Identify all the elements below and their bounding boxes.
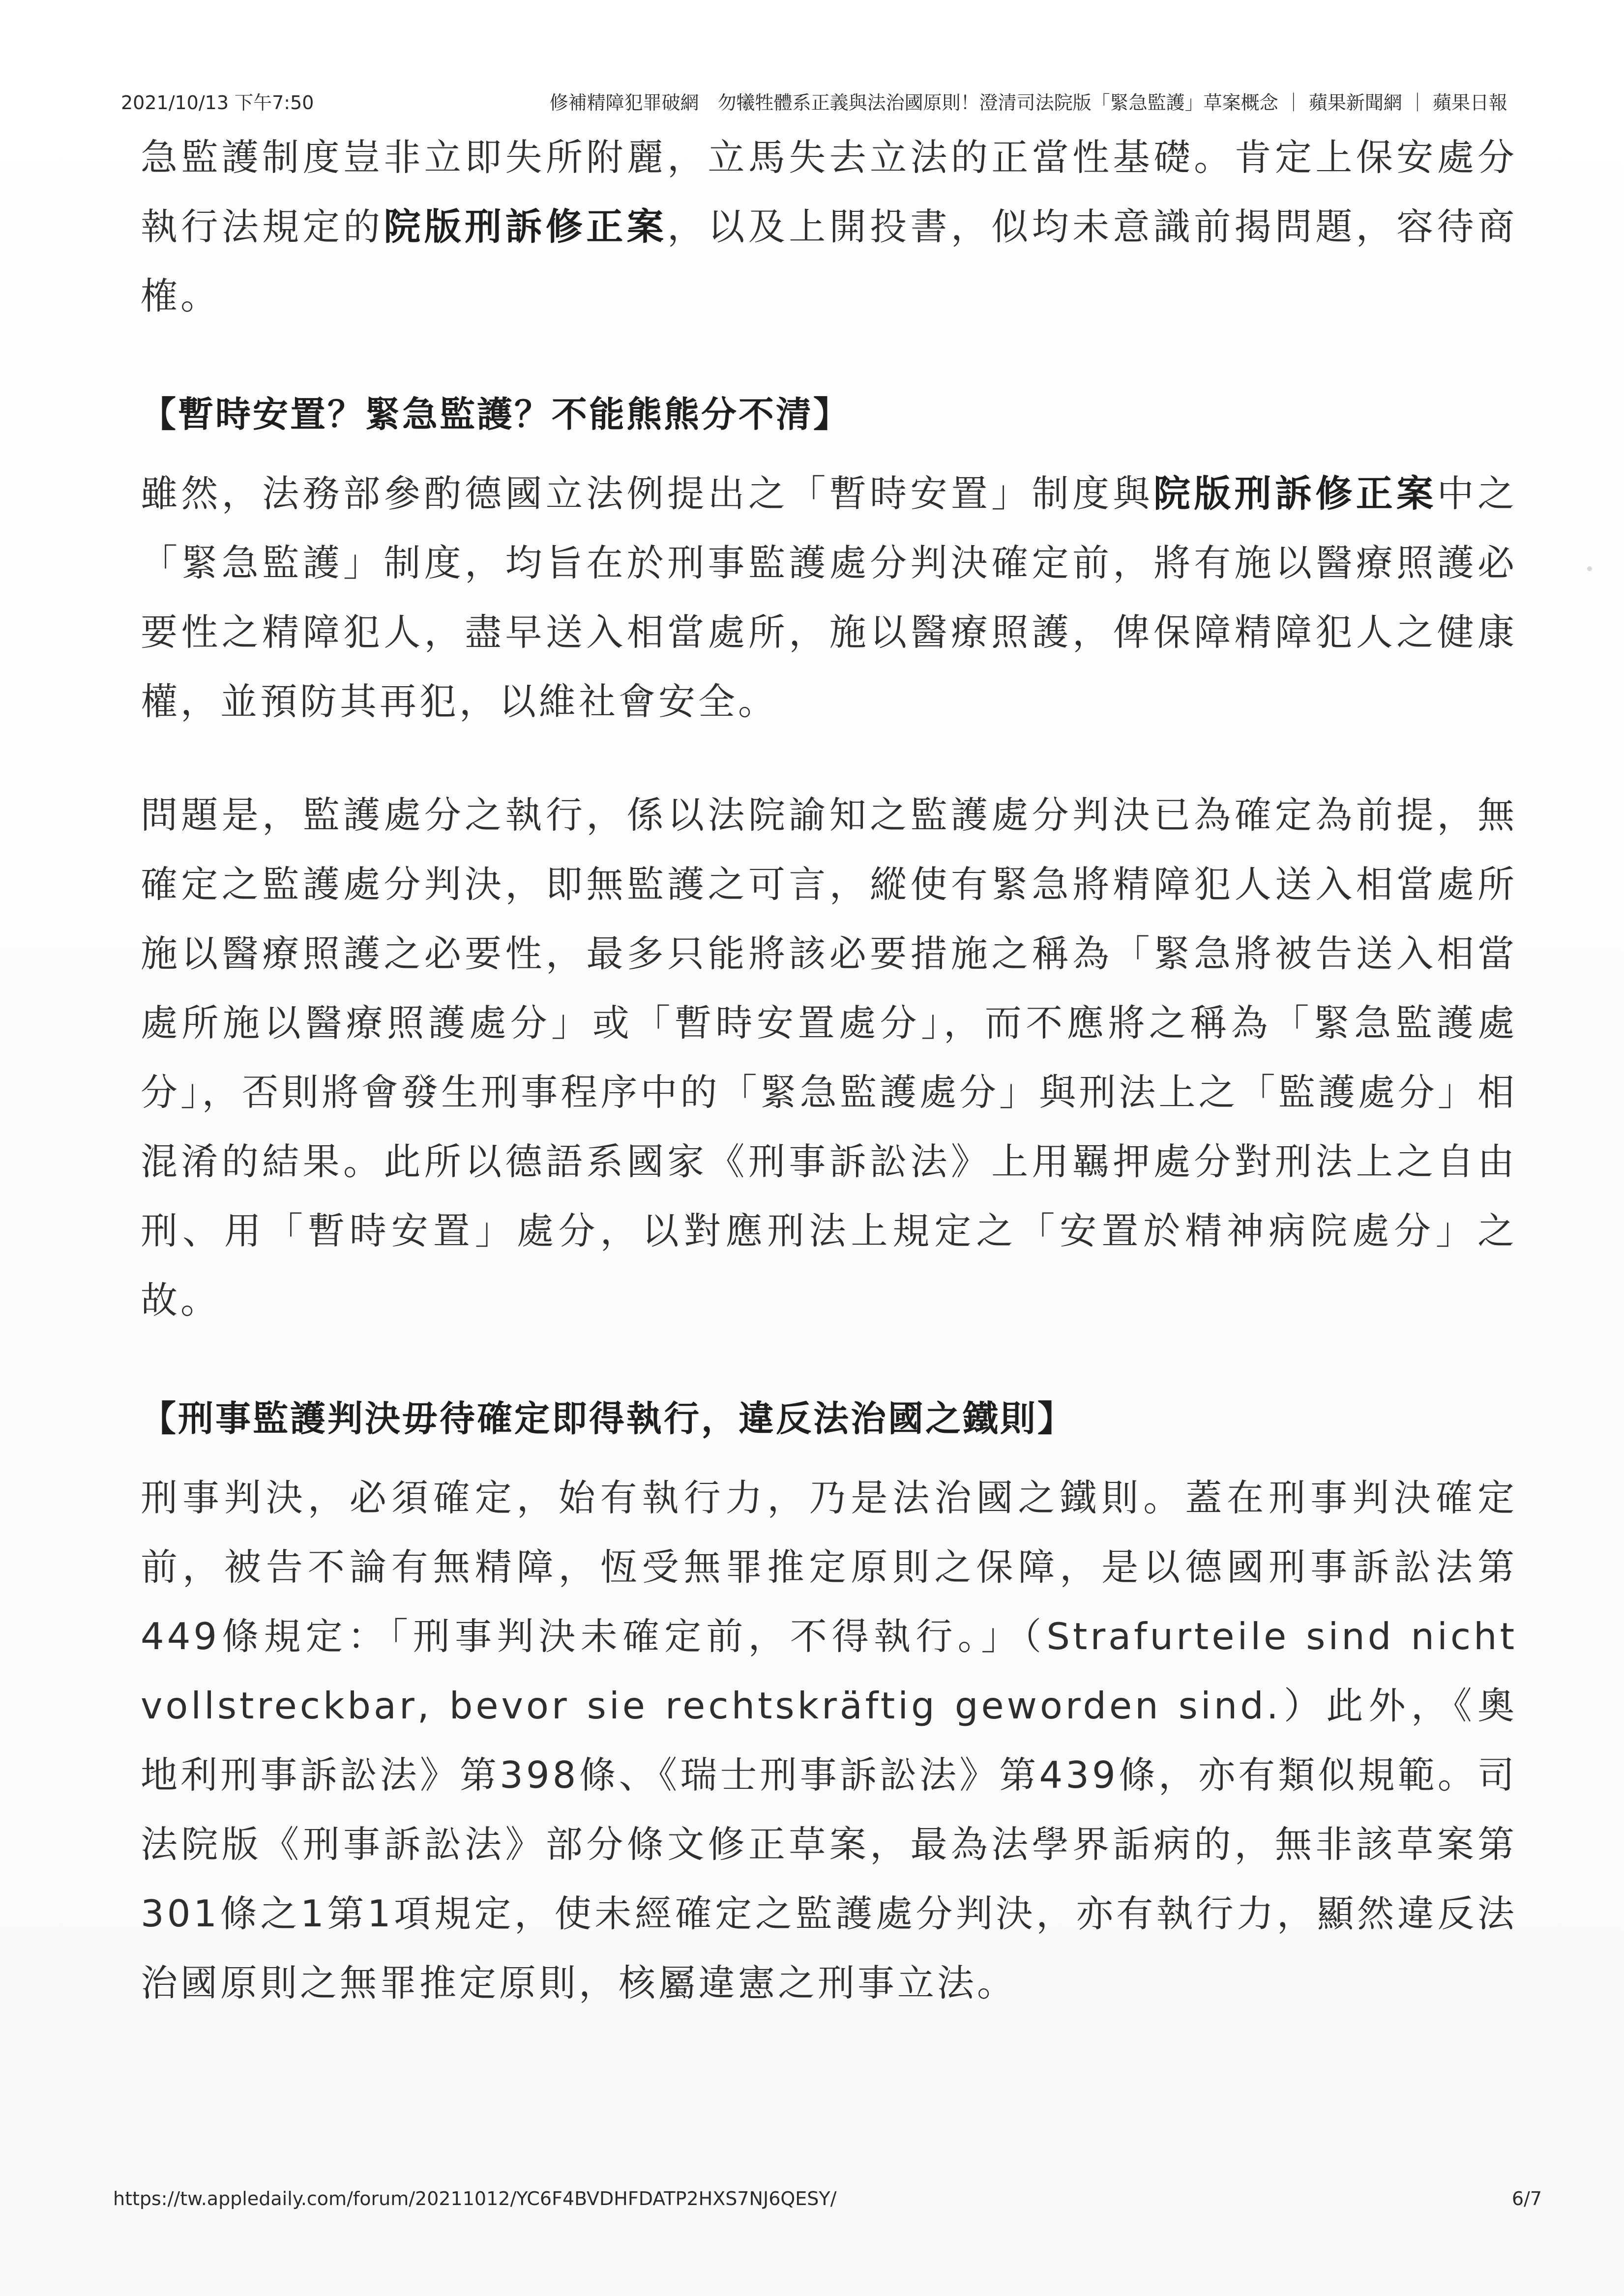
page-number: 6/7 (1511, 2188, 1542, 2209)
print-footer (113, 2188, 1542, 2217)
intro-paragraph (141, 123, 1517, 331)
intro-text-2: ，以及上開投書，似均未意識前揭問題，容待商榷。 (141, 205, 1517, 318)
section-heading-interim-placement: 【暫時安置？緊急監護？不能熊熊分不清】 (141, 394, 851, 435)
print-url: https://tw.appledaily.com/forum/20211012/YC6F4BVDHFDATP2HXS7NJ6QESY/ (113, 2188, 837, 2209)
section1-p1-text-a: 雖然，法務部參酌德國立法例提出之「暫時安置」制度與 (141, 472, 1153, 515)
section-heading-enforcement: 【刑事監護判決毋待確定即得執行，違反法治國之鐵則】 (141, 1398, 1075, 1439)
section1-p1-bold-term: 院版刑訴修正案 (1153, 472, 1437, 515)
section2-paragraph-1: 刑事判決，必須確定，始有執行力，乃是法治國之鐵則。蓋在刑事判決確定前，被告不論有無精障，恆受無罪推定原則之保障，是以德國刑事訴訟法第449條規定：「刑事判決未確定前，不得執行。」（Strafurteile sind nicht vollstreckbar, bevor sie rechtskräftig geworden sind.）此外，《奧地利刑事訴訟法》第398條、《瑞士刑事訴訟法》第439條，亦有類似規範。司法院版《刑事訴訟法》部分條文修正草案，最為法學界詬病的，無非該草案第301條之1第1項規定，使未經確定之監護處分判決，亦有執行力，顯然違反法治國原則之無罪推定原則，核屬違憲之刑事立法。 (141, 1476, 1517, 2005)
section1-p1-text-b: 中之「緊急監護」制度，均旨在於刑事監護處分判決確定前，將有施以醫療照護必要性之精障犯人，盡早送入相當處所，施以醫療照護，俾保障精障犯人之健康權，並預防其再犯，以維社會安全。 (141, 472, 1517, 723)
article-body (141, 123, 1517, 2018)
scan-speck (1587, 566, 1592, 571)
section1-paragraph-1 (141, 459, 1517, 736)
print-timestamp: 2021/10/13 下午7:50 (121, 92, 314, 114)
print-page-title: 修補精障犯罪破網 勿犧牲體系正義與法治國原則！澄清司法院版「緊急監護」草案概念 ｜ 蘋果新聞網 ｜ 蘋果日報 (549, 92, 1507, 114)
intro-bold-term: 院版刑訴修正案 (384, 205, 668, 248)
section1-paragraph-2: 問題是，監護處分之執行，係以法院諭知之監護處分判決已為確定為前提，無確定之監護處分判決，即無監護之可言，縱使有緊急將精障犯人送入相當處所施以醫療照護之必要性，最多只能將該必要措施之稱為「緊急將被告送入相當處所施以醫療照護處分」或「暫時安置處分」，而不應將之稱為「緊急監護處分」，否則將會發生刑事程序中的「緊急監護處分」與刑法上之「監護處分」相混淆的結果。此所以德語系國家《刑事訴訟法》上用羈押處分對刑法上之自由刑、用「暫時安置」處分，以對應刑法上規定之「安置於精神病院處分」之故。 (141, 793, 1517, 1322)
intro-text-1: 急監護制度豈非立即失所附麗，立馬失去立法的正當性基礎。肯定上保安處分執行法規定的 (141, 136, 1517, 248)
print-header (121, 87, 1507, 117)
